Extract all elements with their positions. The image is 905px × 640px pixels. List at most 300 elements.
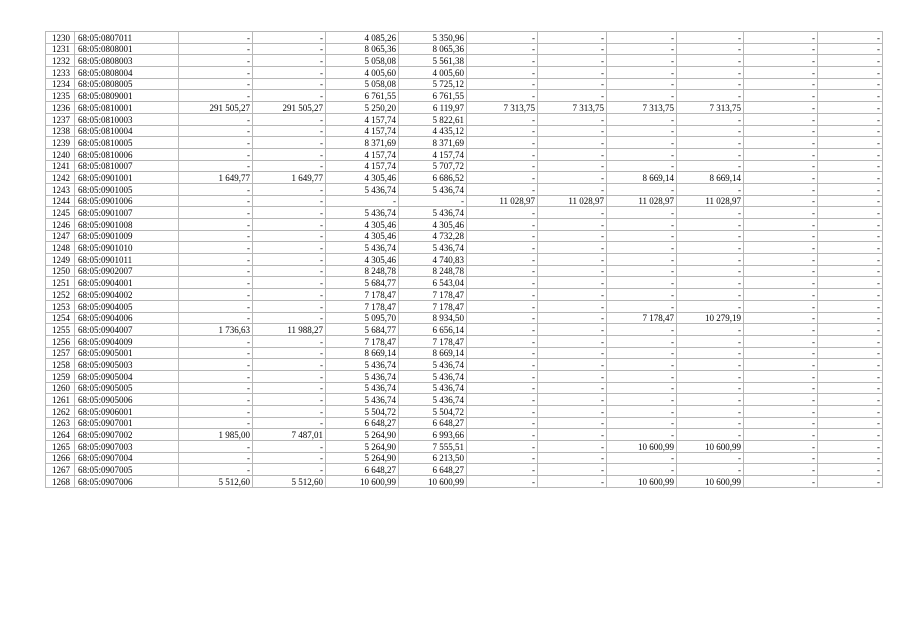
value-cell-8: - xyxy=(677,67,744,79)
cadastral-number-cell: 68:05:0901007 xyxy=(75,207,179,219)
cadastral-number-cell: 68:05:0901011 xyxy=(75,254,179,266)
value-cell-9: - xyxy=(744,32,818,44)
value-cell-8: 10 600,99 xyxy=(677,476,744,488)
value-cell-10: - xyxy=(818,265,883,277)
value-cell-7: - xyxy=(607,265,677,277)
value-cell-10: - xyxy=(818,242,883,254)
value-cell-6: - xyxy=(538,382,607,394)
value-cell-5: 11 028,97 xyxy=(467,195,538,207)
value-cell-10: - xyxy=(818,160,883,172)
value-cell-1: 1 985,00 xyxy=(179,429,253,441)
value-cell-4: 4 740,83 xyxy=(399,254,467,266)
row-number-cell: 1258 xyxy=(46,359,75,371)
value-cell-9: - xyxy=(744,464,818,476)
table-row xyxy=(46,125,883,137)
value-cell-4: 8 371,69 xyxy=(399,137,467,149)
value-cell-8: - xyxy=(677,219,744,231)
value-cell-8: - xyxy=(677,125,744,137)
value-cell-8: - xyxy=(677,464,744,476)
row-number-cell: 1237 xyxy=(46,113,75,125)
value-cell-5: 7 313,75 xyxy=(467,102,538,114)
value-cell-8: - xyxy=(677,452,744,464)
value-cell-5: - xyxy=(467,183,538,195)
table-body xyxy=(46,32,883,488)
value-cell-10: - xyxy=(818,464,883,476)
row-number-cell: 1262 xyxy=(46,406,75,418)
value-cell-1: - xyxy=(179,254,253,266)
value-cell-3: 4 005,60 xyxy=(326,67,399,79)
value-cell-5: - xyxy=(467,335,538,347)
value-cell-9: - xyxy=(744,441,818,453)
value-cell-4: 4 435,12 xyxy=(399,125,467,137)
value-cell-1: - xyxy=(179,347,253,359)
value-cell-3: 5 436,74 xyxy=(326,242,399,254)
value-cell-3: 7 178,47 xyxy=(326,300,399,312)
value-cell-1: - xyxy=(179,265,253,277)
table-row xyxy=(46,335,883,347)
value-cell-1: - xyxy=(179,312,253,324)
value-cell-7: - xyxy=(607,464,677,476)
value-cell-9: - xyxy=(744,219,818,231)
table-row xyxy=(46,441,883,453)
value-cell-4: 5 350,96 xyxy=(399,32,467,44)
value-cell-2: - xyxy=(253,125,326,137)
value-cell-3: 4 305,46 xyxy=(326,230,399,242)
value-cell-8: - xyxy=(677,277,744,289)
value-cell-2: - xyxy=(253,394,326,406)
value-cell-2: - xyxy=(253,335,326,347)
value-cell-9: - xyxy=(744,476,818,488)
value-cell-5: - xyxy=(467,277,538,289)
table-row xyxy=(46,464,883,476)
value-cell-8: - xyxy=(677,300,744,312)
table-row xyxy=(46,160,883,172)
value-cell-2: - xyxy=(253,55,326,67)
value-cell-7: - xyxy=(607,113,677,125)
row-number-cell: 1252 xyxy=(46,289,75,301)
table-row xyxy=(46,476,883,488)
value-cell-4: 5 707,72 xyxy=(399,160,467,172)
table-row xyxy=(46,265,883,277)
value-cell-10: - xyxy=(818,452,883,464)
value-cell-8: - xyxy=(677,55,744,67)
value-cell-6: - xyxy=(538,312,607,324)
value-cell-4: 5 504,72 xyxy=(399,406,467,418)
value-cell-4: 6 656,14 xyxy=(399,324,467,336)
value-cell-9: - xyxy=(744,347,818,359)
value-cell-10: - xyxy=(818,277,883,289)
value-cell-5: - xyxy=(467,113,538,125)
value-cell-7: - xyxy=(607,359,677,371)
cadastral-number-cell: 68:05:0907005 xyxy=(75,464,179,476)
value-cell-8: - xyxy=(677,370,744,382)
table-row xyxy=(46,102,883,114)
value-cell-1: 1 649,77 xyxy=(179,172,253,184)
value-cell-6: - xyxy=(538,476,607,488)
value-cell-5: - xyxy=(467,148,538,160)
row-number-cell: 1249 xyxy=(46,254,75,266)
table-row xyxy=(46,148,883,160)
value-cell-6: - xyxy=(538,324,607,336)
cadastral-number-cell: 68:05:0810003 xyxy=(75,113,179,125)
value-cell-10: - xyxy=(818,254,883,266)
value-cell-1: - xyxy=(179,406,253,418)
value-cell-10: - xyxy=(818,67,883,79)
table-row xyxy=(46,359,883,371)
row-number-cell: 1242 xyxy=(46,172,75,184)
value-cell-2: - xyxy=(253,242,326,254)
table-row xyxy=(46,183,883,195)
value-cell-9: - xyxy=(744,312,818,324)
value-cell-4: 4 732,28 xyxy=(399,230,467,242)
value-cell-4: 4 305,46 xyxy=(399,219,467,231)
value-cell-2: - xyxy=(253,148,326,160)
value-cell-7: - xyxy=(607,429,677,441)
value-cell-5: - xyxy=(467,207,538,219)
table-row xyxy=(46,254,883,266)
row-number-cell: 1267 xyxy=(46,464,75,476)
value-cell-5: - xyxy=(467,429,538,441)
cadastral-number-cell: 68:05:0810007 xyxy=(75,160,179,172)
value-cell-3: 8 669,14 xyxy=(326,347,399,359)
value-cell-4: 7 178,47 xyxy=(399,335,467,347)
cadastral-number-cell: 68:05:0904001 xyxy=(75,277,179,289)
value-cell-5: - xyxy=(467,137,538,149)
value-cell-4: 6 213,50 xyxy=(399,452,467,464)
value-cell-3: 5 250,20 xyxy=(326,102,399,114)
value-cell-4: 6 119,97 xyxy=(399,102,467,114)
value-cell-9: - xyxy=(744,417,818,429)
value-cell-7: - xyxy=(607,324,677,336)
value-cell-5: - xyxy=(467,32,538,44)
value-cell-7: - xyxy=(607,43,677,55)
value-cell-1: - xyxy=(179,43,253,55)
value-cell-1: - xyxy=(179,417,253,429)
value-cell-3: 5 095,70 xyxy=(326,312,399,324)
cadastral-number-cell: 68:05:0904007 xyxy=(75,324,179,336)
value-cell-6: 11 028,97 xyxy=(538,195,607,207)
value-cell-1: - xyxy=(179,183,253,195)
value-cell-6: - xyxy=(538,43,607,55)
value-cell-5: - xyxy=(467,219,538,231)
value-cell-1: - xyxy=(179,137,253,149)
cadastral-number-cell: 68:05:0905006 xyxy=(75,394,179,406)
value-cell-8: - xyxy=(677,335,744,347)
cadastral-number-cell: 68:05:0904009 xyxy=(75,335,179,347)
value-cell-10: - xyxy=(818,324,883,336)
value-cell-7: - xyxy=(607,230,677,242)
value-cell-5: - xyxy=(467,289,538,301)
value-cell-4: 7 178,47 xyxy=(399,300,467,312)
value-cell-9: - xyxy=(744,125,818,137)
value-cell-7: - xyxy=(607,452,677,464)
table-row xyxy=(46,137,883,149)
table-row xyxy=(46,429,883,441)
value-cell-10: - xyxy=(818,441,883,453)
value-cell-10: - xyxy=(818,417,883,429)
table-row xyxy=(46,406,883,418)
row-number-cell: 1257 xyxy=(46,347,75,359)
value-cell-6: - xyxy=(538,464,607,476)
table-row xyxy=(46,394,883,406)
row-number-cell: 1240 xyxy=(46,148,75,160)
value-cell-4: 6 648,27 xyxy=(399,464,467,476)
value-cell-3: 5 436,74 xyxy=(326,183,399,195)
value-cell-3: 5 436,74 xyxy=(326,207,399,219)
value-cell-8: - xyxy=(677,78,744,90)
value-cell-10: - xyxy=(818,347,883,359)
value-cell-4: - xyxy=(399,195,467,207)
value-cell-7: - xyxy=(607,277,677,289)
cadastral-number-cell: 68:05:0808004 xyxy=(75,67,179,79)
value-cell-3: 5 436,74 xyxy=(326,359,399,371)
row-number-cell: 1264 xyxy=(46,429,75,441)
cadastral-number-cell: 68:05:0905005 xyxy=(75,382,179,394)
value-cell-9: - xyxy=(744,335,818,347)
value-cell-4: 8 934,50 xyxy=(399,312,467,324)
row-number-cell: 1246 xyxy=(46,219,75,231)
cadastral-number-cell: 68:05:0807011 xyxy=(75,32,179,44)
row-number-cell: 1241 xyxy=(46,160,75,172)
value-cell-1: - xyxy=(179,55,253,67)
value-cell-2: - xyxy=(253,137,326,149)
cadastral-number-cell: 68:05:0810001 xyxy=(75,102,179,114)
value-cell-3: 6 761,55 xyxy=(326,90,399,102)
value-cell-6: - xyxy=(538,441,607,453)
value-cell-8: - xyxy=(677,406,744,418)
value-cell-2: - xyxy=(253,254,326,266)
value-cell-9: - xyxy=(744,172,818,184)
cadastral-number-cell: 68:05:0904002 xyxy=(75,289,179,301)
value-cell-9: - xyxy=(744,55,818,67)
value-cell-6: - xyxy=(538,242,607,254)
value-cell-10: - xyxy=(818,394,883,406)
value-cell-7: - xyxy=(607,300,677,312)
row-number-cell: 1253 xyxy=(46,300,75,312)
value-cell-1: - xyxy=(179,78,253,90)
value-cell-4: 4 005,60 xyxy=(399,67,467,79)
value-cell-5: - xyxy=(467,382,538,394)
value-cell-1: - xyxy=(179,113,253,125)
value-cell-8: - xyxy=(677,324,744,336)
value-cell-9: - xyxy=(744,137,818,149)
value-cell-7: - xyxy=(607,183,677,195)
value-cell-4: 5 436,74 xyxy=(399,382,467,394)
value-cell-8: - xyxy=(677,242,744,254)
value-cell-3: 7 178,47 xyxy=(326,289,399,301)
value-cell-1: - xyxy=(179,464,253,476)
value-cell-5: - xyxy=(467,125,538,137)
cadastral-number-cell: 68:05:0905001 xyxy=(75,347,179,359)
value-cell-1: - xyxy=(179,148,253,160)
value-cell-3: 4 085,26 xyxy=(326,32,399,44)
value-cell-2: - xyxy=(253,90,326,102)
value-cell-4: 4 157,74 xyxy=(399,148,467,160)
value-cell-5: - xyxy=(467,300,538,312)
value-cell-2: - xyxy=(253,265,326,277)
value-cell-8: - xyxy=(677,289,744,301)
value-cell-7: - xyxy=(607,78,677,90)
value-cell-8: - xyxy=(677,148,744,160)
value-cell-3: 4 157,74 xyxy=(326,160,399,172)
value-cell-6: - xyxy=(538,452,607,464)
value-cell-9: - xyxy=(744,230,818,242)
value-cell-6: - xyxy=(538,32,607,44)
value-cell-1: - xyxy=(179,382,253,394)
value-cell-1: - xyxy=(179,452,253,464)
value-cell-3: 4 157,74 xyxy=(326,113,399,125)
value-cell-10: - xyxy=(818,476,883,488)
row-number-cell: 1238 xyxy=(46,125,75,137)
table-row xyxy=(46,312,883,324)
value-cell-10: - xyxy=(818,230,883,242)
value-cell-5: - xyxy=(467,265,538,277)
value-cell-1: - xyxy=(179,219,253,231)
value-cell-3: 5 058,08 xyxy=(326,55,399,67)
table-row xyxy=(46,417,883,429)
table-row xyxy=(46,452,883,464)
value-cell-6: - xyxy=(538,359,607,371)
value-cell-6: - xyxy=(538,55,607,67)
value-cell-5: - xyxy=(467,394,538,406)
value-cell-4: 5 436,74 xyxy=(399,359,467,371)
value-cell-6: - xyxy=(538,300,607,312)
value-cell-10: - xyxy=(818,43,883,55)
value-cell-4: 7 178,47 xyxy=(399,289,467,301)
row-number-cell: 1261 xyxy=(46,394,75,406)
value-cell-6: - xyxy=(538,183,607,195)
cadastral-number-cell: 68:05:0901005 xyxy=(75,183,179,195)
value-cell-7: - xyxy=(607,254,677,266)
value-cell-10: - xyxy=(818,172,883,184)
value-cell-8: - xyxy=(677,137,744,149)
cadastral-number-cell: 68:05:0808003 xyxy=(75,55,179,67)
value-cell-7: - xyxy=(607,207,677,219)
value-cell-3: 4 305,46 xyxy=(326,254,399,266)
row-number-cell: 1248 xyxy=(46,242,75,254)
table-row xyxy=(46,195,883,207)
value-cell-9: - xyxy=(744,160,818,172)
value-cell-4: 6 761,55 xyxy=(399,90,467,102)
value-cell-7: - xyxy=(607,394,677,406)
value-cell-9: - xyxy=(744,406,818,418)
value-cell-6: - xyxy=(538,90,607,102)
value-cell-5: - xyxy=(467,242,538,254)
value-cell-9: - xyxy=(744,300,818,312)
value-cell-10: - xyxy=(818,195,883,207)
value-cell-7: - xyxy=(607,32,677,44)
row-number-cell: 1265 xyxy=(46,441,75,453)
value-cell-6: - xyxy=(538,113,607,125)
value-cell-2: - xyxy=(253,441,326,453)
row-number-cell: 1232 xyxy=(46,55,75,67)
cadastral-number-cell: 68:05:0808001 xyxy=(75,43,179,55)
value-cell-5: - xyxy=(467,43,538,55)
value-cell-8: - xyxy=(677,230,744,242)
cadastral-number-cell: 68:05:0901001 xyxy=(75,172,179,184)
cadastral-number-cell: 68:05:0810005 xyxy=(75,137,179,149)
value-cell-6: - xyxy=(538,265,607,277)
value-cell-4: 5 436,74 xyxy=(399,242,467,254)
value-cell-7: - xyxy=(607,125,677,137)
value-cell-5: - xyxy=(467,172,538,184)
value-cell-6: - xyxy=(538,406,607,418)
value-cell-8: - xyxy=(677,183,744,195)
value-cell-3: 4 305,46 xyxy=(326,219,399,231)
row-number-cell: 1266 xyxy=(46,452,75,464)
value-cell-2: - xyxy=(253,289,326,301)
value-cell-8: - xyxy=(677,90,744,102)
row-number-cell: 1251 xyxy=(46,277,75,289)
value-cell-6: - xyxy=(538,254,607,266)
value-cell-7: - xyxy=(607,55,677,67)
value-cell-9: - xyxy=(744,265,818,277)
value-cell-2: - xyxy=(253,370,326,382)
table-row xyxy=(46,207,883,219)
value-cell-10: - xyxy=(818,78,883,90)
cadastral-number-cell: 68:05:0901009 xyxy=(75,230,179,242)
value-cell-6: - xyxy=(538,148,607,160)
value-cell-2: - xyxy=(253,78,326,90)
value-cell-3: 10 600,99 xyxy=(326,476,399,488)
value-cell-7: - xyxy=(607,219,677,231)
value-cell-1: - xyxy=(179,230,253,242)
value-cell-9: - xyxy=(744,289,818,301)
value-cell-3: 5 436,74 xyxy=(326,394,399,406)
value-cell-6: - xyxy=(538,335,607,347)
value-cell-10: - xyxy=(818,125,883,137)
value-cell-4: 10 600,99 xyxy=(399,476,467,488)
value-cell-3: 5 684,77 xyxy=(326,324,399,336)
value-cell-4: 5 436,74 xyxy=(399,207,467,219)
value-cell-2: - xyxy=(253,113,326,125)
value-cell-2: 1 649,77 xyxy=(253,172,326,184)
value-cell-6: - xyxy=(538,160,607,172)
value-cell-6: - xyxy=(538,417,607,429)
value-cell-4: 6 543,04 xyxy=(399,277,467,289)
value-cell-9: - xyxy=(744,183,818,195)
value-cell-10: - xyxy=(818,183,883,195)
value-cell-10: - xyxy=(818,113,883,125)
value-cell-3: 6 648,27 xyxy=(326,464,399,476)
cadastral-number-cell: 68:05:0907006 xyxy=(75,476,179,488)
value-cell-10: - xyxy=(818,289,883,301)
table-row xyxy=(46,242,883,254)
value-cell-1: - xyxy=(179,370,253,382)
value-cell-3: 8 371,69 xyxy=(326,137,399,149)
cadastral-number-cell: 68:05:0905004 xyxy=(75,370,179,382)
value-cell-4: 5 561,38 xyxy=(399,55,467,67)
table-row xyxy=(46,300,883,312)
value-cell-10: - xyxy=(818,137,883,149)
value-cell-8: - xyxy=(677,113,744,125)
value-cell-7: 7 178,47 xyxy=(607,312,677,324)
row-number-cell: 1245 xyxy=(46,207,75,219)
value-cell-6: - xyxy=(538,172,607,184)
row-number-cell: 1259 xyxy=(46,370,75,382)
cadastral-number-cell: 68:05:0809001 xyxy=(75,90,179,102)
row-number-cell: 1236 xyxy=(46,102,75,114)
value-cell-2: - xyxy=(253,347,326,359)
value-cell-7: - xyxy=(607,347,677,359)
value-cell-6: - xyxy=(538,207,607,219)
value-cell-4: 5 436,74 xyxy=(399,370,467,382)
value-cell-7: - xyxy=(607,160,677,172)
value-cell-1: 1 736,63 xyxy=(179,324,253,336)
value-cell-8: - xyxy=(677,382,744,394)
row-number-cell: 1243 xyxy=(46,183,75,195)
value-cell-8: - xyxy=(677,359,744,371)
